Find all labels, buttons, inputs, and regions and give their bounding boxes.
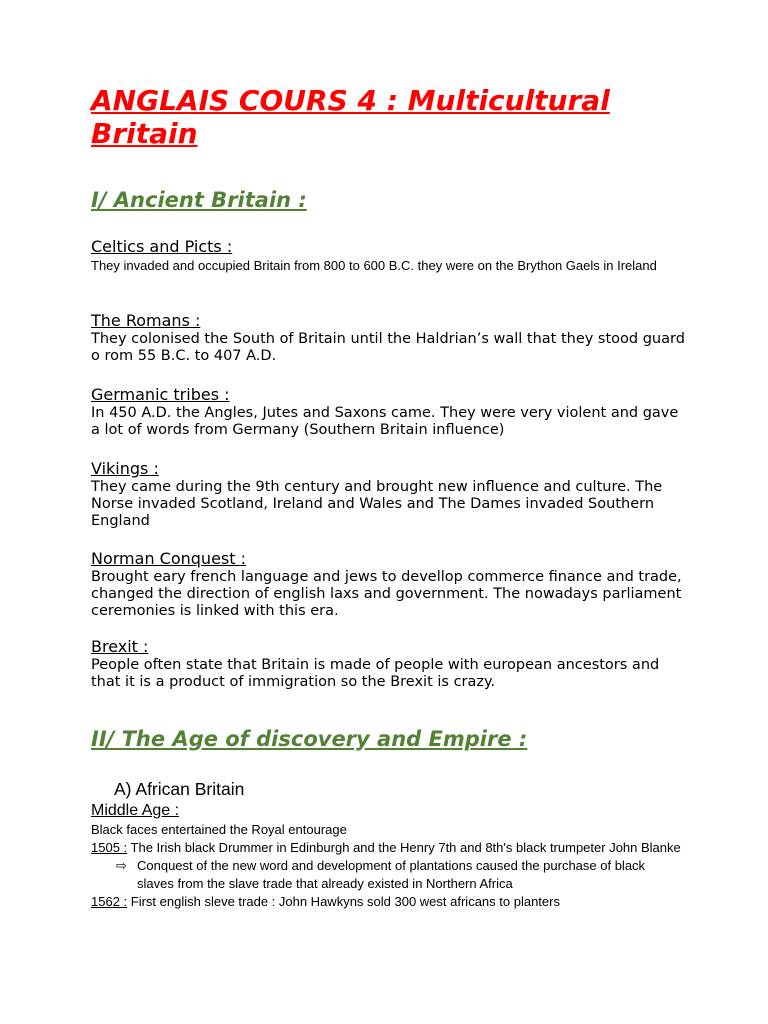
- germanic-text: In 450 A.D. the Angles, Jutes and Saxons came. They were very violent and gave a lot of words from Germany (Southern Britain influence): [91, 405, 679, 438]
- section-heading-ancient-britain: [91, 187, 307, 213]
- norman-block: [91, 550, 691, 620]
- germanic-block: [91, 386, 691, 439]
- middle-age-line: Black faces entertained the Royal entourage: [91, 822, 347, 837]
- norman-text: Brought eary french language and jews to devellop commerce finance and trade, changed the direction of english laxs and government. The nowadays parliament ceremonies is linked with this era.: [91, 569, 682, 619]
- brexit-text: People often state that Britain is made of people with european ancestors and that it is a product of immigration so the Brexit is crazy.: [91, 657, 660, 690]
- germanic-heading: Germanic tribes :: [91, 385, 230, 404]
- african-britain-block: [91, 802, 681, 911]
- romans-block: [91, 312, 691, 365]
- section-heading-age-of-discovery: [91, 726, 527, 752]
- brexit-heading: Brexit :: [91, 637, 149, 656]
- line-1505: [91, 839, 681, 857]
- text-1562: First english sleve trade : John Hawkyns sold 300 west africans to planters: [127, 894, 560, 909]
- arrow-bullet-item: [91, 857, 681, 893]
- brexit-block: [91, 638, 691, 691]
- document-title: ANGLAIS COURS 4 : Multicultural Britain: [91, 84, 610, 150]
- middle-age-heading: Middle Age :: [91, 802, 180, 819]
- section-heading-age-of-discovery-text: II/ The Age of discovery and Empire :: [91, 727, 528, 751]
- date-1562: 1562 :: [91, 894, 128, 909]
- norman-heading: Norman Conquest :: [91, 549, 246, 568]
- text-1505: The Irish black Drummer in Edinburgh and the Henry 7th and 8th's black trumpeter John Blanke: [127, 840, 681, 855]
- celts-heading: Celtics and Picts :: [91, 237, 233, 256]
- date-1505: 1505 :: [91, 840, 128, 855]
- romans-text: They colonised the South of Britain until the Haldrian’s wall that they stood guard o rom 55 B.C. to 407 A.D.: [91, 331, 685, 364]
- celts-block: [91, 238, 681, 275]
- vikings-heading: Vikings :: [91, 459, 159, 478]
- romans-heading: The Romans :: [91, 311, 201, 330]
- line-1562: [91, 893, 681, 911]
- arrow-right-icon: ⇨: [116, 858, 127, 873]
- vikings-block: [91, 460, 691, 530]
- celts-text: They invaded and occupied Britain from 800 to 600 B.C. they were on the Brython Gaels in Ireland: [91, 258, 657, 273]
- african-britain-subheading: A) African Britain: [114, 779, 245, 799]
- vikings-text: They came during the 9th century and brought new influence and culture. The Norse invaded Scotland, Ireland and Wales and The Dames invaded Southern England: [91, 479, 663, 529]
- section-heading-ancient-britain-text: I/ Ancient Britain :: [91, 188, 307, 212]
- arrow-bullet-text: Conquest of the new word and development of plantations caused the purchase of black slaves from the slave trade that already existed in Northern Africa: [137, 858, 646, 891]
